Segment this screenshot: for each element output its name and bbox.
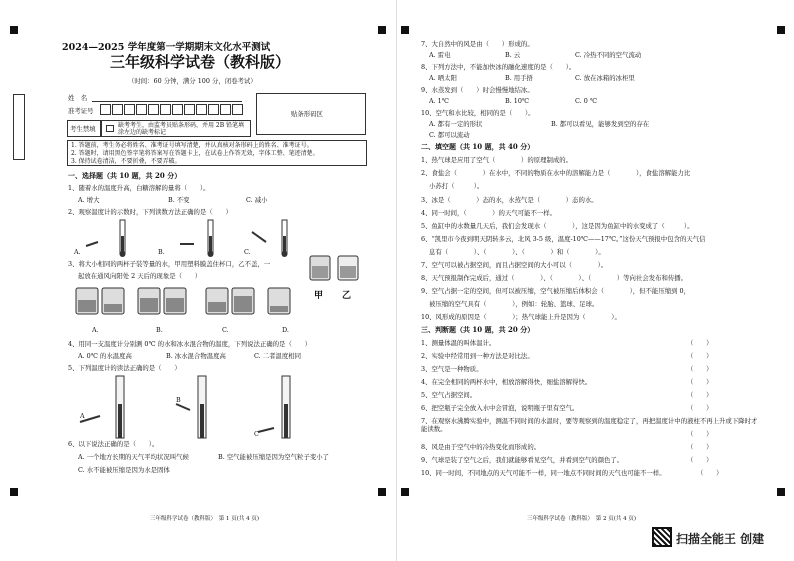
note-item: 3. 保持试卷清洁，不要折叠，不要弄破。 [71, 158, 181, 165]
exam-subject-title: 三年级科学试卷（教科版） [110, 53, 291, 71]
judge-item: 2、实验中经常用到一种方法是对比法。 [421, 352, 534, 360]
exam-duration: （时间：60 分钟，满分 100 分，闭卷考试） [128, 77, 257, 85]
option[interactable]: A. 都有一定的形状 [429, 120, 483, 128]
question-text: 3、冰是（ ）态的水，水蒸气是（ ）态的水。 [421, 196, 598, 204]
option[interactable]: C. 水不能被压缩是因为水是固体 [78, 466, 170, 474]
answer-blank[interactable]: （ ） [687, 430, 713, 438]
id-digit-box[interactable] [208, 104, 219, 115]
registration-mark [378, 26, 386, 34]
answer-blank[interactable]: （ ） [687, 456, 713, 464]
answer-blank[interactable]: （ ） [687, 391, 713, 399]
notes-box [67, 140, 367, 166]
section-heading: 二、填空题（共 10 题，共 40 分） [421, 142, 535, 151]
id-digit-box[interactable] [148, 104, 159, 115]
option[interactable]: A. [92, 326, 99, 334]
id-digit-box[interactable] [196, 104, 207, 115]
judge-item: 6、把空瓶子完全放入水中会冒泡，说明瓶子里有空气。 [421, 404, 579, 412]
missing-note: 缺考考生，由监考员贴条形码，并用 2B 铅笔填涂左边的缺考标记 [118, 122, 245, 136]
cup-label: 乙 [342, 291, 352, 301]
question-text: 小苏打（ ）。 [429, 182, 484, 190]
judge-item: 4、在完全相同的两杯水中，相放溶解得快，细盐溶解得快。 [421, 378, 592, 386]
registration-mark [401, 488, 409, 496]
option[interactable]: A [80, 412, 85, 420]
option[interactable]: C. 都可以流动 [429, 131, 470, 139]
question-text: 5、鱼缸中的水数量几天后，我们会发现水（ ），这是因为鱼缸中的水变成了（ ）。 [421, 222, 694, 230]
answer-blank[interactable]: （ ） [697, 469, 723, 477]
option[interactable]: C. [244, 248, 251, 256]
id-digit-box[interactable] [100, 104, 111, 115]
option[interactable]: B. [156, 326, 163, 334]
id-digit-box[interactable] [232, 104, 243, 115]
option[interactable]: B. 不变 [168, 196, 190, 204]
option[interactable]: C. 减小 [246, 196, 268, 204]
exam-id-label: 准考证号 [68, 107, 94, 115]
option[interactable]: A. [74, 248, 81, 256]
question-text: 10、空气和水比较，相同的是（ ）。 [421, 109, 535, 117]
judge-item: 9、气球是装了空气之后，我们就能够看见空气，并看到空气的颜色了。 [421, 456, 624, 464]
question-text: 1、随着水的温度升高，白糖溶解的量将（ ）。 [68, 184, 210, 192]
seal-line [13, 94, 25, 160]
student-note-box [67, 120, 101, 137]
question-text: 7、空气可以被占据空间，而且占据空间的大小可以（ ）。 [421, 261, 608, 269]
question-text: 9、水蒸发到（ ）时会慢慢地结冰。 [421, 86, 534, 94]
question-text: 息有（ ）、（ ）、（ ）和（ ）。 [429, 248, 605, 256]
question-text: 3、将大小相同的两杯子装等量的水，甲用塑料膜盖住杯口，乙不盖，一 [68, 260, 271, 268]
option[interactable]: A. 1℃ [429, 97, 449, 105]
option[interactable]: B. 用手捂 [505, 74, 533, 82]
option[interactable]: A. 一个地方长期的天气平均状况叫气候 [78, 453, 189, 461]
option[interactable]: C. [222, 326, 229, 334]
question-text: 9、空气占据一定的空间，但可以被压缩，空气被压缩后体积会（ ），但不能压缩到 0， [421, 287, 690, 295]
option[interactable]: C. 冷热不同的空气流动 [575, 51, 642, 59]
page-footer: 三年级科学试卷（教科版） 第 1 页(共 4 页) [150, 516, 260, 522]
option[interactable]: C. 二者温度相同 [254, 352, 302, 360]
registration-mark [777, 26, 785, 34]
note-item: 1. 答题前，考生务必将姓名、准考证号填写清楚，并认真核对条形码上的姓名、准考证号。 [71, 142, 313, 149]
id-digit-box[interactable] [136, 104, 147, 115]
question-text: 1、热气球是应用了空气（ ）的原理制成的。 [421, 156, 573, 164]
missing-checkbox[interactable] [106, 125, 114, 132]
option[interactable]: A. 增大 [78, 196, 100, 204]
registration-mark [401, 26, 409, 34]
answer-blank[interactable]: （ ） [687, 443, 713, 451]
id-digit-box[interactable] [160, 104, 171, 115]
judge-item: 10、同一时间，不同地点的天气可能不一样，同一地点不同时间的天气也可能不一样。 [421, 469, 666, 477]
page-right [397, 0, 794, 561]
answer-blank[interactable]: （ ） [687, 404, 713, 412]
option[interactable]: B. 都可以看见，能够发到空的存在 [551, 120, 650, 128]
judge-item: 8、风是由于空气中的冷热变化而形成的。 [421, 443, 541, 451]
option[interactable]: A. 0℃ 的水温度高 [78, 352, 132, 360]
option[interactable]: A. 雷电 [429, 51, 451, 59]
option[interactable]: C [254, 430, 259, 438]
question-text: 4、用同一支温度计分别测 0℃ 的水和冰水混合物的温度，下列说法正确的是（ ） [68, 340, 312, 348]
id-digit-box[interactable] [184, 104, 195, 115]
question-text: 4、同一时间，（ ）的天气可能不一样。 [421, 209, 557, 217]
page-footer: 三年级科学试卷（教科版） 第 2 页(共 4 页) [527, 516, 637, 522]
cup-label: 甲 [314, 291, 324, 301]
answer-blank[interactable]: （ ） [687, 378, 713, 386]
barcode-label: 贴条形码区 [291, 110, 323, 118]
question-text: 5、下列温度计的读法正确的是（ ） [68, 364, 181, 372]
judge-item: 7、在观察水沸腾实验中，测温不同时间的水温时，要等观察到的温度稳定了，再把温度计中的液柱不再上升或下降时才能读数。 [421, 417, 758, 433]
id-digit-box[interactable] [112, 104, 123, 115]
question-text: 6、“凯里市今夜到明天阴转多云，北风 3-5 级，温度-10℃——17℃。”这份天气预报中包含的天气信 [421, 235, 706, 243]
option[interactable]: A. 晒太阳 [429, 74, 457, 82]
id-digit-box[interactable] [124, 104, 135, 115]
exam-title: 2024—2025 学年度第一学期期末文化水平测试 [62, 42, 271, 53]
section-heading: 三、判断题（共 10 题，共 20 分） [421, 325, 535, 334]
note-item: 2. 答题时，请用黑色签字笔将答案写在答题卡上，在试卷上作答无效，字体工整、笔迹清楚。 [71, 150, 319, 157]
question-text: 2、食盐会（ ）在水中，不同的物质在水中的溶解能力是（ ），食盐溶解能力比 [421, 169, 691, 177]
scanner-watermark: 扫描全能王 创建 [676, 532, 765, 546]
option[interactable]: C. 放在冰箱的冰柜里 [575, 74, 635, 82]
id-digit-box[interactable] [172, 104, 183, 115]
name-field[interactable] [92, 101, 242, 102]
question-text: 10、风形成的原因是（ ）；热气球能上升是因为（ ）。 [421, 313, 621, 321]
student-note-label: 考生禁填 [70, 125, 96, 133]
registration-mark [10, 26, 18, 34]
option[interactable]: B [176, 396, 181, 404]
cups-illustration [306, 252, 366, 290]
question-text: 2、观察温度计的示数时，下列读数方法正确的是（ ） [68, 208, 232, 216]
option[interactable]: B. 10℃ [505, 97, 530, 105]
qr-code-icon [652, 527, 672, 547]
barcode-area [256, 93, 366, 135]
question-text: 8、下列方法中，不能加快冰的融化速度的是（ ）。 [421, 63, 576, 71]
judge-item: 3、空气是一种物质。 [421, 365, 483, 373]
missing-mark-box [101, 120, 251, 137]
name-label: 姓 名 [68, 94, 88, 102]
judge-item: 1、测量体温的叫体温计。 [421, 339, 496, 347]
option[interactable]: C. 0 ℃ [575, 97, 597, 105]
answer-blank[interactable]: （ ） [687, 352, 713, 360]
question-text: 起放在通风向阳处 2 天后的现象是（ ） [78, 272, 202, 280]
option[interactable]: D. [282, 326, 289, 334]
judge-item: 5、空气占据空间。 [421, 391, 477, 399]
section-heading: 一、选择题（共 10 题，共 20 分） [68, 171, 182, 180]
question-text: 6、以下说法正确的是（ ）。 [68, 440, 159, 448]
answer-blank[interactable]: （ ） [687, 365, 713, 373]
option[interactable]: B. 空气能被压缩是因为空气粒子变小了 [218, 453, 330, 461]
registration-mark [378, 488, 386, 496]
option[interactable]: B. [158, 248, 165, 256]
thermometer-scale-illustration [72, 374, 312, 444]
answer-blank[interactable]: （ ） [687, 339, 713, 347]
option[interactable]: B. 冰水混合物温度高 [166, 352, 226, 360]
registration-mark [10, 488, 18, 496]
registration-mark [777, 488, 785, 496]
question-text: 7、大自然中的风是由（ ）形成的。 [421, 40, 534, 48]
id-digit-box[interactable] [220, 104, 231, 115]
question-text: 8、天气预报制作完成后，通过（ ）、（ ）、（ ）等向社会发布和传播。 [421, 274, 688, 282]
option[interactable]: B. 云 [505, 51, 521, 59]
cup-options-illustration [72, 284, 300, 322]
question-text: 被压缩的空气具有（ ），例如：轮胎、篮球、足球。 [429, 300, 599, 308]
